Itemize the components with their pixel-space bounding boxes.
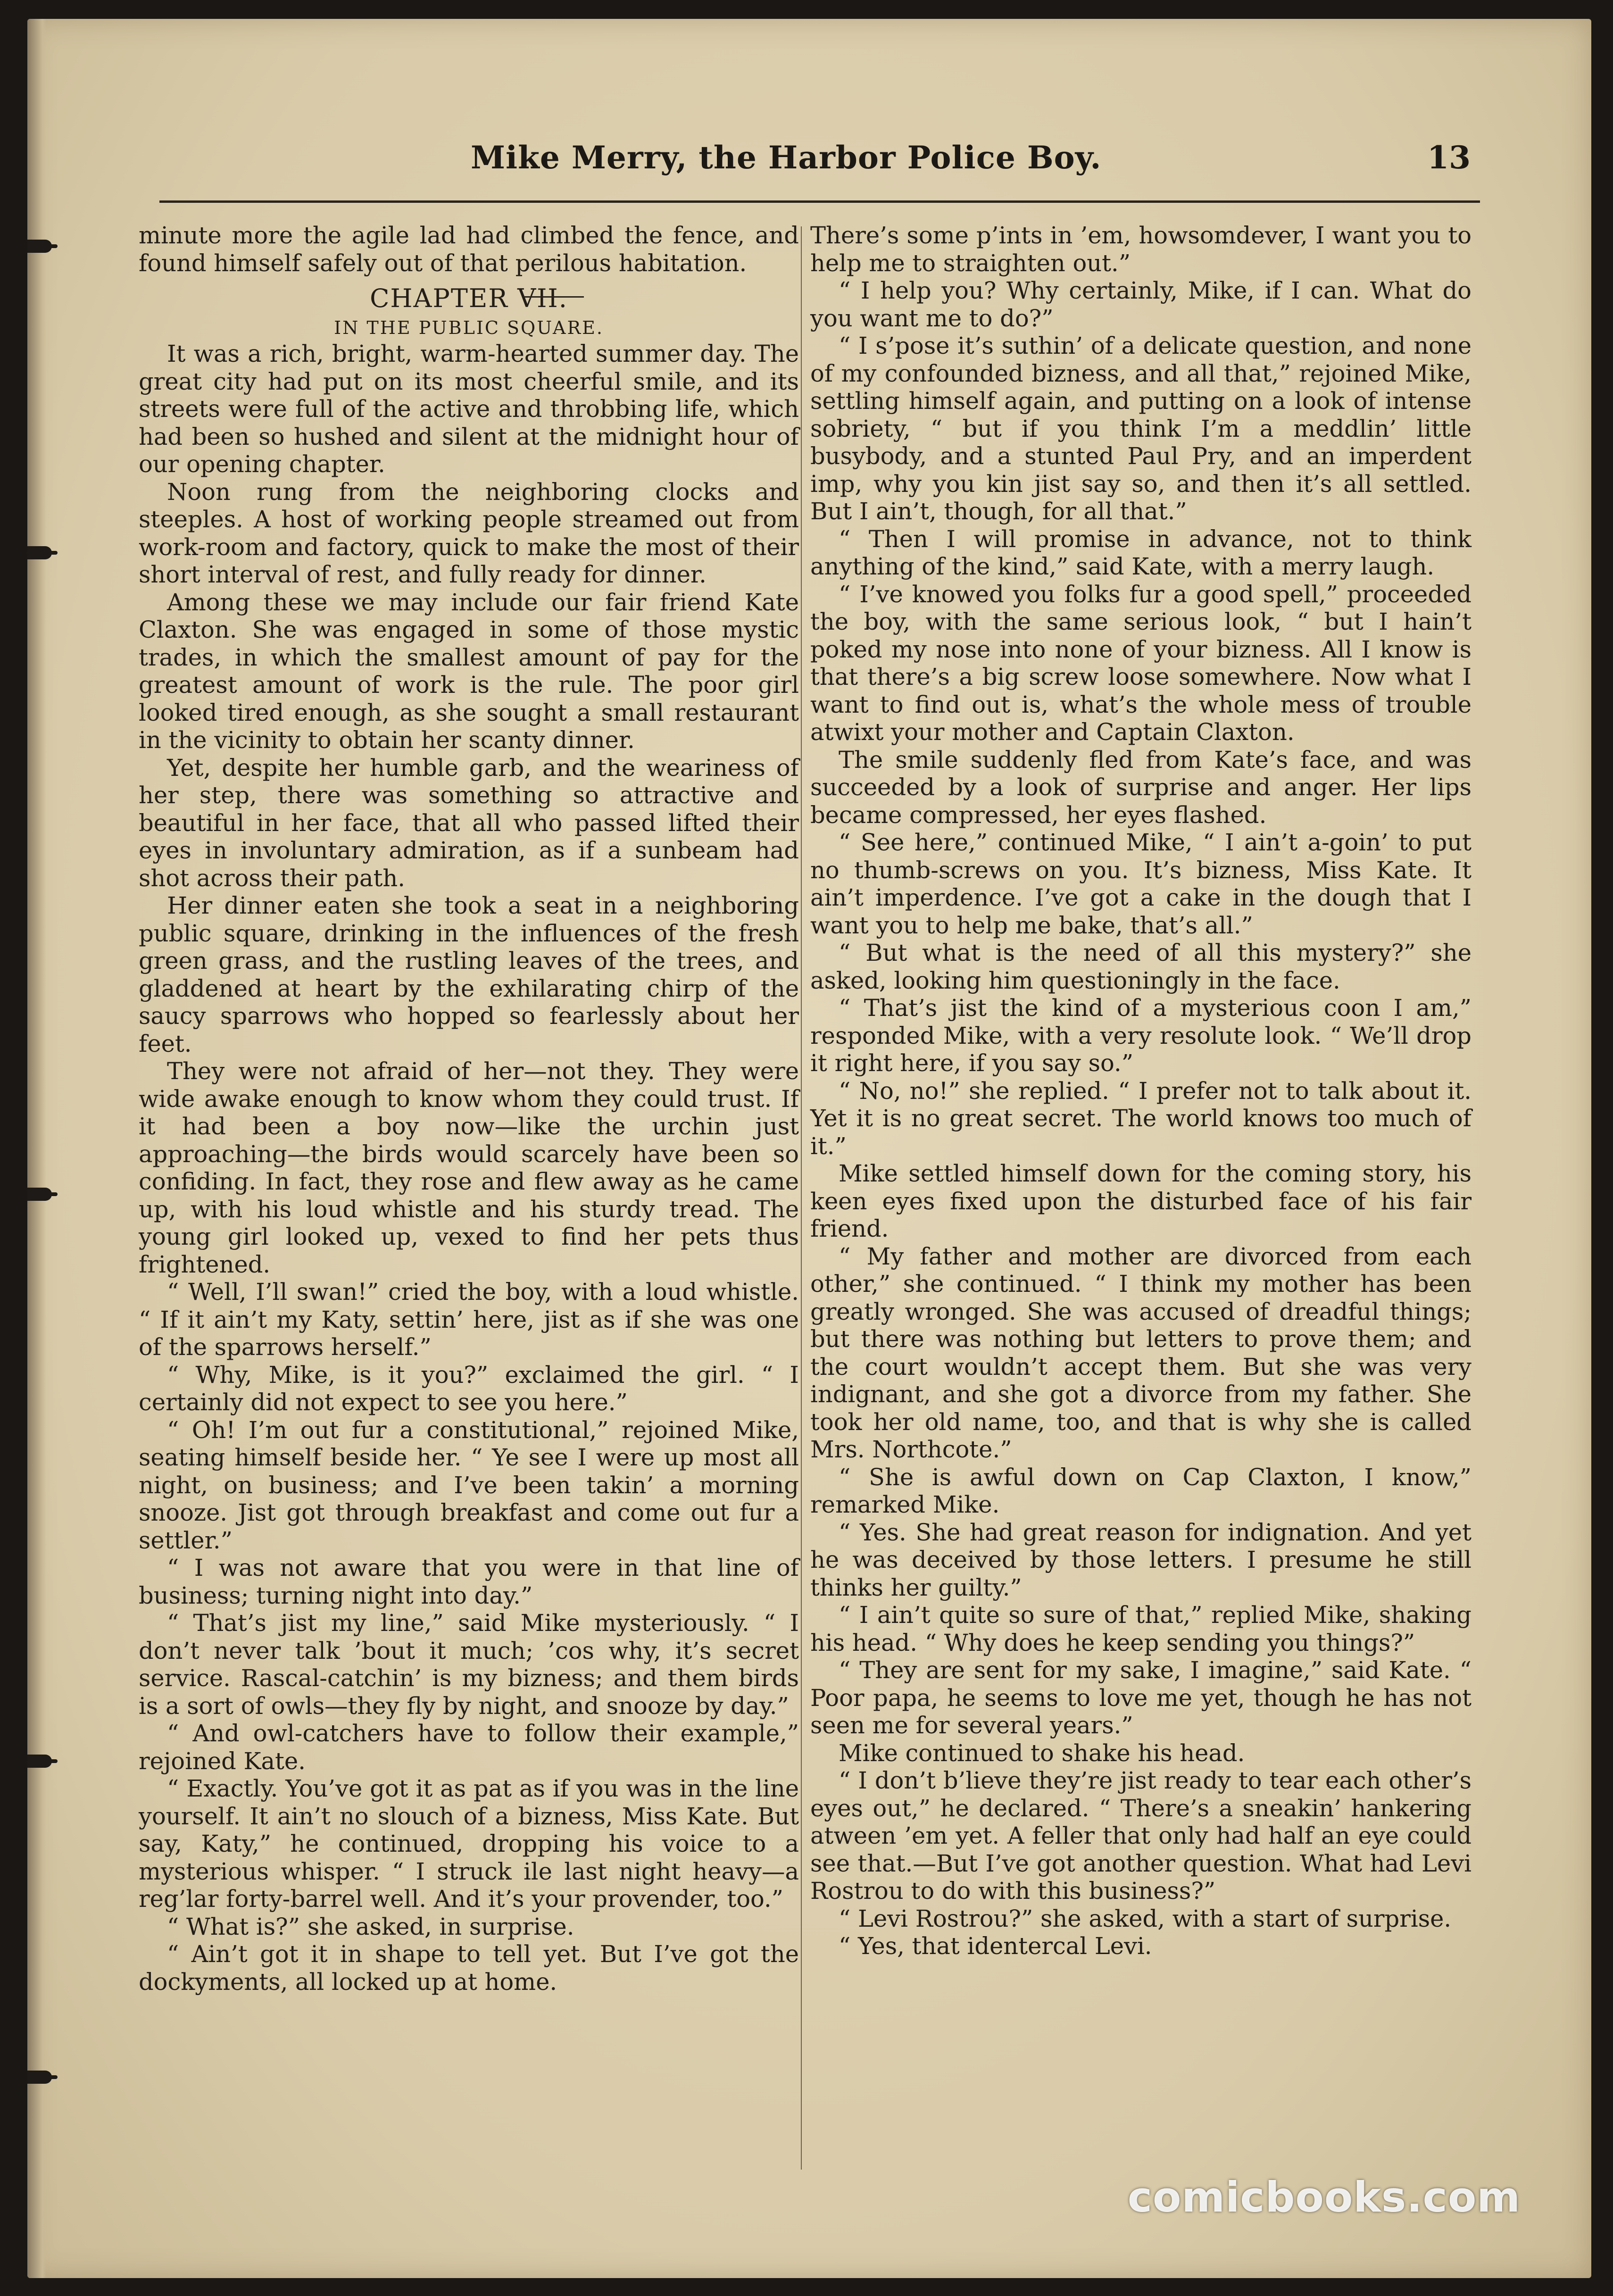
column-divider xyxy=(801,226,802,2170)
paragraph: The smile suddenly fled from Kate’s face, and was succeeded by a look of surprise and anger. Her lips became compressed, her eyes flashed. xyxy=(810,746,1472,829)
staple-1 xyxy=(27,240,52,253)
paragraph: “ Then I will promise in advance, not to think anything of the kind,” said Kate, with a merry laugh. xyxy=(810,525,1472,580)
paragraph: “ I’ve knowed you folks fur a good spell,” proceeded the boy, with the same serious look, “ but I hain’t poked my nose into none of your bizness. All I know is that there’s a big screw loose somewhere. Now what I want to find out is, what’s the whole mess of trouble atwixt your mother and Captain Claxton. xyxy=(810,580,1472,746)
staple-5 xyxy=(27,2071,52,2084)
paragraph: “ My father and mother are divorced from each other,” she continued. “ I think my mother has been greatly wronged. She was accused of dreadful things; but there was nothing but letters to prove them; and the court wouldn’t accept them. But she was very indignant, and she got a divorce from my father. She took her old name, too, and that is why she is called Mrs. Northcote.” xyxy=(810,1242,1472,1463)
paragraph: Mike settled himself down for the coming story, his keen eyes fixed upon the disturbed face of his fair friend. xyxy=(810,1160,1472,1242)
running-title: Mike Merry, the Harbor Police Boy. xyxy=(471,139,1102,176)
left-column xyxy=(139,222,799,1996)
paragraph: “ That’s jist the kind of a mysterious coon I am,” responded Mike, with a very resolute look. “ We’ll drop it right here, if you say so.” xyxy=(810,994,1472,1077)
paragraph: “ They are sent for my sake, I imagine,” said Kate. “ Poor papa, he seems to love me yet, though he has not seen me for several years.” xyxy=(810,1656,1472,1739)
site-watermark: comicbooks.com xyxy=(1127,2173,1521,2221)
paragraph: “ Well, I’ll swan!” cried the boy, with a loud whistle. “ If it ain’t my Katy, settin’ here, jist as if she was one of the sparrows herself.” xyxy=(139,1278,799,1361)
paragraph: “ I was not aware that you were in that line of business; turning night into day.” xyxy=(139,1554,799,1609)
paragraph: “ And owl-catchers have to follow their example,” rejoined Kate. xyxy=(139,1720,799,1775)
paragraph: “ Yes. She had great reason for indignation. And yet he was deceived by those letters. I presume he still thinks her guilty.” xyxy=(810,1518,1472,1601)
paragraph: Mike continued to shake his head. xyxy=(839,1739,1245,1767)
staple-2 xyxy=(27,546,52,559)
page-number: 13 xyxy=(1427,139,1471,176)
paragraph: Among these we may include our fair friend Kate Claxton. She was engaged in some of those mystic trades, in which the smallest amount of pay for the greatest amount of work is the rule. The poor girl looked tired enough, as she sought a small restaurant in the vicinity to obtain her scanty dinner. xyxy=(139,588,799,754)
chapter-title: CHAPTER VII. xyxy=(370,283,568,313)
paragraph: Yet, despite her humble garb, and the weariness of her step, there was something so attractive and beautiful in her face, that all who passed lifted their eyes in involuntary admiration, as if a sunbeam had shot across their path. xyxy=(139,754,799,892)
paragraph: There’s some p’ints in ’em, howsomdever, I want you to help me to straighten out.” xyxy=(810,222,1472,277)
right-column xyxy=(810,222,1472,1960)
paragraph: “ That’s jist my line,” said Mike mysteriously. “ I don’t never talk ’bout it much; ’cos why, it’s secret service. Rascal-catchin’ is my bizness; and them birds is a sort of owls—they fly by night, and snooze by day.” xyxy=(139,1609,799,1720)
paragraph: They were not afraid of her—not they. They were wide awake enough to know whom they could trust. If it had been a boy now—like the urchin just approaching—the birds would scarcely have been so confiding. In fact, they rose and flew away as he came up, with his loud whistle and his sturdy tread. The young girl looked up, vexed to find her pets thus frightened. xyxy=(139,1057,799,1278)
binding-edge xyxy=(27,19,46,2278)
paragraph: It was a rich, bright, warm-hearted summer day. The great city had put on its most cheerful smile, and its streets were full of the active and throbbing life, which had been so hushed and silent at the midnight hour of our opening chapter. xyxy=(139,340,799,478)
section-break-rule xyxy=(523,296,584,298)
paragraph: “ I help you? Why certainly, Mike, if I can. What do you want me to do?” xyxy=(810,277,1472,332)
paragraph: “ Oh! I’m out fur a constitutional,” rejoined Mike, seating himself beside her. “ Ye see I were up most all night, on business; and I’ve been takin’ a morning snooze. Jist got through breakfast and come out fur a settler.” xyxy=(139,1416,799,1554)
paragraph: “ I s’pose it’s suthin’ of a delicate question, and none of my confounded bizness, and all that,” rejoined Mike, settling himself again, and putting on a look of intense sobriety, “ but if you think I’m a meddlin’ little busybody, and a stunted Paul Pry, and an imperdent imp, why you kin jist say so, and then it’s all settled. But I ain’t, though, for all that.” xyxy=(810,332,1472,525)
header-rule xyxy=(159,200,1480,203)
paragraph: “ Yes, that identercal Levi. xyxy=(839,1932,1152,1960)
paragraph: “ Ain’t got it in shape to tell yet. But I’ve got the dockyments, all locked up at home. xyxy=(139,1940,799,1996)
paragraph: “ Exactly. You’ve got it as pat as if you was in the line yourself. It ain’t no slouch of a bizness, Miss Kate. But say, Katy,” he continued, dropping his voice to a mysterious whisper. “ I struck ile last night heavy—a reg’lar forty-barrel well. And it’s your provender, too.” xyxy=(139,1775,799,1913)
chapter-subtitle: IN THE PUBLIC SQUARE. xyxy=(334,317,604,338)
paragraph: “ Levi Rostrou?” she asked, with a start of surprise. xyxy=(839,1905,1452,1932)
paragraph: “ I ain’t quite so sure of that,” replied Mike, shaking his head. “ Why does he keep sending you things?” xyxy=(810,1601,1472,1656)
staple-3 xyxy=(27,1188,52,1201)
paragraph: Her dinner eaten she took a seat in a neighboring public square, drinking in the influences of the fresh green grass, and the rustling leaves of the trees, and gladdened at heart by the exhilarating chirp of the saucy sparrows who hopped so fearlessly about her feet. xyxy=(139,892,799,1057)
running-header xyxy=(141,139,1471,191)
staple-4 xyxy=(27,1755,52,1768)
paragraph: “ Why, Mike, is it you?” exclaimed the girl. “ I certainly did not expect to see you here.” xyxy=(139,1361,799,1416)
paragraph: “ She is awful down on Cap Claxton, I know,” remarked Mike. xyxy=(810,1463,1472,1518)
paragraph: Noon rung from the neighboring clocks and steeples. A host of working people streamed out from work-room and factory, quick to make the most of their short interval of rest, and fully ready for dinner. xyxy=(139,478,799,588)
paragraph: “ What is?” she asked, in surprise. xyxy=(167,1913,574,1940)
paragraph: “ No, no!” she replied. “ I prefer not to talk about it. Yet it is no great secret. The world knows too much of it.” xyxy=(810,1077,1472,1160)
paragraph: “ I don’t b’lieve they’re jist ready to tear each other’s eyes out,” he declared. “ There’s a sneakin’ hankering atween ’em yet. A feller that only had half an eye could see that.—But I’ve got another question. What had Levi Rostrou to do with this business?” xyxy=(810,1767,1472,1905)
paragraph: minute more the agile lad had climbed the fence, and found himself safely out of that perilous habitation. xyxy=(139,222,799,277)
magazine-page xyxy=(27,19,1591,2278)
paragraph: “ See here,” continued Mike, “ I ain’t a-goin’ to put no thumb-screws on you. It’s bizness, Miss Kate. It ain’t imperdence. I’ve got a cake in the dough that I want you to help me bake, that’s all.” xyxy=(810,829,1472,939)
paragraph: “ But what is the need of all this mystery?” she asked, looking him questioningly in the face. xyxy=(810,939,1472,994)
